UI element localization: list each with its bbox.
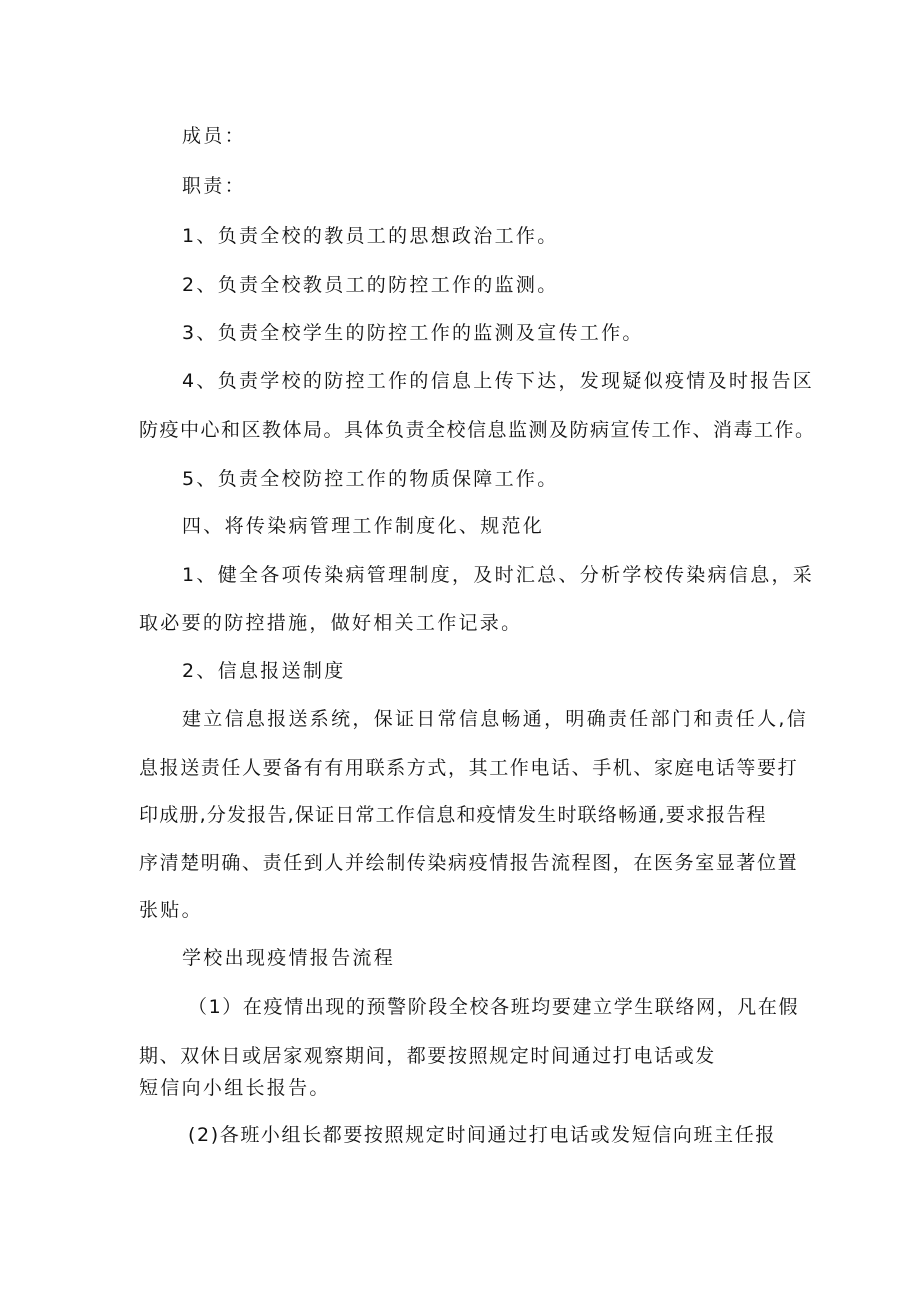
duty-item-4: 4、负责学校的防控工作的信息上传下达，发现疑似疫情及时报告区 <box>182 370 815 392</box>
report-process-item-1: （1）在疫情出现的预警阶段全校各班均要建立学生联络网，凡在假 <box>188 996 800 1018</box>
reporting-paragraph-line-2: 息报送责任人要备有有用联系方式，其工作电话、手机、家庭电话等要打 <box>139 757 799 779</box>
duty-item-1: 1、负责全校的教员工的思想政治工作。 <box>182 225 559 247</box>
report-process-heading: 学校出现疫情报告流程 <box>182 947 396 969</box>
section-four-heading: 四、将传染病管理工作制度化、规范化 <box>182 515 545 537</box>
duty-item-5: 5、负责全校防控工作的物质保障工作。 <box>182 468 559 490</box>
section-four-item-1-continuation: 取必要的防控措施，做好相关工作记录。 <box>139 612 523 634</box>
reporting-paragraph-line-5: 张贴。 <box>139 899 203 921</box>
reporting-paragraph-line-1: 建立信息报送系统，保证日常信息畅通，明确责任部门和责任人,信 <box>182 708 809 730</box>
member-label: 成员： <box>182 125 246 147</box>
duty-item-2: 2、负责全校教员工的防控工作的监测。 <box>182 274 559 296</box>
duty-item-3: 3、负责全校学生的防控工作的监测及宣传工作。 <box>182 322 644 344</box>
reporting-paragraph-line-3: 印成册,分发报告,保证日常工作信息和疫情发生时联络畅通,要求报告程 <box>139 804 767 826</box>
reporting-paragraph-line-4: 序清楚明确、责任到人并绘制传染病疫情报告流程图，在医务室显著位置 <box>139 852 799 874</box>
duty-label: 职责： <box>182 175 246 197</box>
report-process-item-1-continuation-1: 期、双休日或居家观察期间，都要按照规定时间通过打电话或发 <box>139 1045 716 1067</box>
duty-item-4-continuation: 防疫中心和区教体局。具体负责全校信息监测及防病宣传工作、消毒工作。 <box>139 419 816 441</box>
section-four-item-2: 2、信息报送制度 <box>182 660 346 682</box>
report-process-item-1-continuation-2: 短信向小组长报告。 <box>139 1077 331 1099</box>
section-four-item-1: 1、健全各项传染病管理制度，及时汇总、分析学校传染病信息，采 <box>182 564 815 586</box>
report-process-item-2: (2)各班小组长都要按照规定时间通过打电话或发短信向班主任报 <box>188 1124 776 1146</box>
